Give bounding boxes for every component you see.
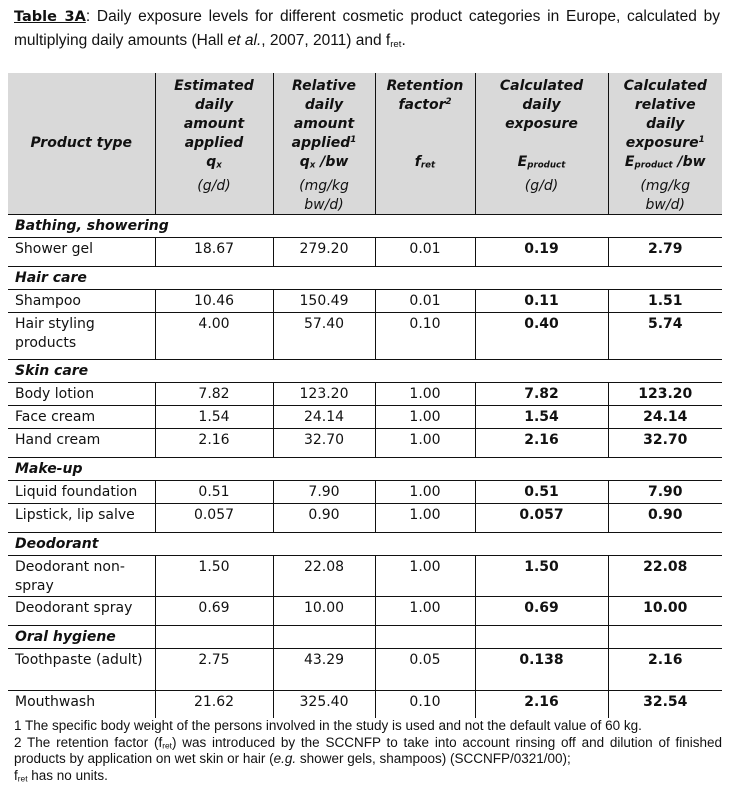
table-row bbox=[8, 290, 722, 313]
cell-e: 1.54 bbox=[475, 406, 608, 429]
cell-fret: 1.00 bbox=[375, 383, 475, 406]
category-row bbox=[8, 458, 722, 481]
cell-qx-bw: 22.08 bbox=[273, 556, 375, 597]
table-row bbox=[8, 691, 722, 719]
cell-qx-bw: 32.70 bbox=[273, 429, 375, 458]
cell-qx: 2.16 bbox=[155, 429, 273, 458]
cell-e: 0.19 bbox=[475, 238, 608, 267]
table-row bbox=[8, 597, 722, 626]
cell-e-bw: 5.74 bbox=[608, 313, 722, 360]
table-label: Table 3A bbox=[14, 9, 86, 25]
header-relative-daily-amount: Relative daily amount applied$^1$ $q_x$ /bw (mg/kg bw/d) bbox=[273, 73, 375, 215]
category-label: Skin care bbox=[8, 360, 722, 383]
cell-product: Hand cream bbox=[8, 429, 155, 458]
cell-e-bw: 1.51 bbox=[608, 290, 722, 313]
cell-e-bw: 22.08 bbox=[608, 556, 722, 597]
header-calculated-relative-exposure: Calculated relative daily exposure$^1$ $E_{product}$ /bw (mg/kg bw/d) bbox=[608, 73, 722, 215]
cell-qx: 4.00 bbox=[155, 313, 273, 360]
cell-fret: 1.00 bbox=[375, 406, 475, 429]
cell-e: 0.138 bbox=[475, 649, 608, 691]
cell-product: Shampoo bbox=[8, 290, 155, 313]
cell-e-bw: 10.00 bbox=[608, 597, 722, 626]
cell-product: Toothpaste (adult) bbox=[8, 649, 155, 691]
cell-fret: 0.01 bbox=[375, 290, 475, 313]
empty-cell bbox=[273, 626, 375, 649]
cell-qx: 1.50 bbox=[155, 556, 273, 597]
cell-e-bw: 2.79 bbox=[608, 238, 722, 267]
table-row bbox=[8, 556, 722, 597]
cell-e-bw: 24.14 bbox=[608, 406, 722, 429]
cell-e: 0.69 bbox=[475, 597, 608, 626]
table-row bbox=[8, 649, 722, 691]
cell-product: Lipstick, lip salve bbox=[8, 504, 155, 533]
cell-e: 0.40 bbox=[475, 313, 608, 360]
footnotes bbox=[14, 718, 722, 784]
cell-fret: 1.00 bbox=[375, 556, 475, 597]
category-label: Deodorant bbox=[8, 533, 722, 556]
category-row bbox=[8, 267, 722, 290]
cell-product: Deodorant spray bbox=[8, 597, 155, 626]
cell-e: 0.057 bbox=[475, 504, 608, 533]
cell-qx-bw: 7.90 bbox=[273, 481, 375, 504]
cell-qx: 2.75 bbox=[155, 649, 273, 691]
header-retention-factor: Retention factor$^2$ $f_{ret}$ bbox=[375, 73, 475, 215]
cell-e: 0.51 bbox=[475, 481, 608, 504]
category-row bbox=[8, 360, 722, 383]
cell-qx: 0.69 bbox=[155, 597, 273, 626]
footnote-2-cont: $f_{ret}$ has no units. bbox=[14, 767, 108, 784]
cell-e-bw: 0.90 bbox=[608, 504, 722, 533]
category-label: Oral hygiene bbox=[8, 626, 155, 649]
cell-qx: 0.057 bbox=[155, 504, 273, 533]
category-row bbox=[8, 626, 722, 649]
cell-product: Shower gel bbox=[8, 238, 155, 267]
empty-cell bbox=[155, 626, 273, 649]
cell-qx-bw: 43.29 bbox=[273, 649, 375, 691]
cell-product: Mouthwash bbox=[15, 694, 96, 710]
cell-fret: 0.10 bbox=[375, 313, 475, 360]
category-label: Make-up bbox=[8, 458, 722, 481]
table-row bbox=[8, 406, 722, 429]
cell-e: 1.50 bbox=[475, 556, 608, 597]
cell-qx-bw: 279.20 bbox=[273, 238, 375, 267]
cell-qx: 0.51 bbox=[155, 481, 273, 504]
cell-qx: 21.62 bbox=[155, 691, 273, 719]
table-row bbox=[8, 313, 722, 360]
category-label: Hair care bbox=[8, 267, 722, 290]
cell-qx-bw: 10.00 bbox=[273, 597, 375, 626]
footnote-1: 1 The specific body weight of the persons involved in the study is used and not the default value of 60 kg. bbox=[14, 718, 642, 733]
cell-e-bw: 7.90 bbox=[608, 481, 722, 504]
footnote-2: 2 The retention factor $(f_{ret})$ was introduced by the SCCNFP to take into account rinsing off and dilution of finished products by application on wet skin or hair (e.g. shower gels, shampoos) (SCCNFP/0321/00); bbox=[14, 734, 723, 766]
cell-qx-bw: 24.14 bbox=[273, 406, 375, 429]
cell-e: 0.11 bbox=[475, 290, 608, 313]
cell-e: 7.82 bbox=[475, 383, 608, 406]
cell-qx: 10.46 bbox=[155, 290, 273, 313]
cell-fret: 0.01 bbox=[375, 238, 475, 267]
table-body bbox=[8, 215, 722, 719]
cell-fret: 1.00 bbox=[375, 597, 475, 626]
cell-product: Body lotion bbox=[8, 383, 155, 406]
cell-fret: 0.05 bbox=[375, 649, 475, 691]
cell-e-bw: 32.54 bbox=[608, 691, 722, 719]
cell-e-bw: 32.70 bbox=[608, 429, 722, 458]
header-calculated-daily-exposure: Calculated daily exposure $E_{product}$ (g/d) bbox=[475, 73, 608, 215]
cell-e: 2.16 bbox=[475, 429, 608, 458]
cell-fret: 1.00 bbox=[375, 504, 475, 533]
cell-fret: 0.10 bbox=[375, 691, 475, 719]
header-estimated-daily-amount: Estimated daily amount applied $q_x$ (g/d) bbox=[155, 73, 273, 215]
category-label: Bathing, showering bbox=[8, 215, 722, 238]
cell-product: Face cream bbox=[8, 406, 155, 429]
empty-cell bbox=[375, 626, 475, 649]
table-row bbox=[8, 238, 722, 267]
table-row bbox=[8, 383, 722, 406]
cell-qx-bw: 150.49 bbox=[273, 290, 375, 313]
cell-e: 2.16 bbox=[475, 691, 608, 719]
cell-qx-bw: 57.40 bbox=[273, 313, 375, 360]
exposure-table bbox=[8, 73, 722, 718]
cell-qx-bw: 325.40 bbox=[273, 691, 375, 719]
category-row bbox=[8, 215, 722, 238]
header-product-type: Product type bbox=[8, 73, 155, 215]
cell-e-bw: 123.20 bbox=[608, 383, 722, 406]
cell-qx-bw: 123.20 bbox=[273, 383, 375, 406]
cell-product: Hair styling products bbox=[8, 313, 155, 360]
category-row bbox=[8, 533, 722, 556]
table-caption: Table 3A: Daily exposure levels for different cosmetic product categories in Europe, calculated by multiplying daily amounts (Hall et al., 2007, 2011) and $f_{ret}$. bbox=[14, 8, 720, 50]
cell-fret: 1.00 bbox=[375, 429, 475, 458]
cell-product: Deodorant non-spray bbox=[8, 556, 155, 597]
cell-qx: 18.67 bbox=[155, 238, 273, 267]
cell-qx: 7.82 bbox=[155, 383, 273, 406]
empty-cell bbox=[608, 626, 722, 649]
table-row bbox=[8, 429, 722, 458]
cell-product: Liquid foundation bbox=[8, 481, 155, 504]
empty-cell bbox=[475, 626, 608, 649]
cell-qx: 1.54 bbox=[155, 406, 273, 429]
cell-e-bw: 2.16 bbox=[608, 649, 722, 691]
cell-fret: 1.00 bbox=[375, 481, 475, 504]
table-header-row bbox=[8, 73, 722, 215]
table-row bbox=[8, 481, 722, 504]
cell-qx-bw: 0.90 bbox=[273, 504, 375, 533]
table-row bbox=[8, 504, 722, 533]
